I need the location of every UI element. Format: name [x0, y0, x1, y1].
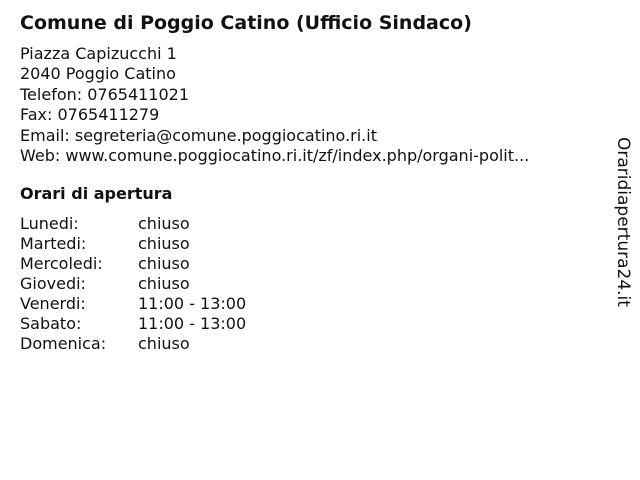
day-label: Giovedi:: [20, 274, 86, 293]
hours-value: 11:00 - 13:00: [138, 294, 247, 313]
opening-hours-table: [20, 214, 246, 354]
city-line: 2040 Poggio Catino: [20, 64, 176, 84]
phone-line: Telefon: 0765411021: [20, 84, 190, 104]
hours-value: 11:00 - 13:00: [138, 314, 247, 333]
hours-row-monday: [20, 214, 246, 234]
hours-value: chiuso: [138, 254, 190, 273]
hours-row-friday: [20, 294, 246, 314]
day-label: Venerdi:: [20, 294, 86, 313]
office-title: Comune di Poggio Catino (Ufficio Sindaco): [20, 12, 472, 34]
hours-row-wednesday: [20, 254, 246, 274]
hours-row-sunday: [20, 334, 246, 354]
day-label: Domenica:: [20, 334, 107, 353]
day-label: Mercoledi:: [20, 254, 103, 273]
hours-value: chiuso: [138, 234, 190, 253]
address-block: [20, 44, 529, 166]
day-label: Lunedi:: [20, 214, 79, 233]
hours-value: chiuso: [138, 214, 190, 233]
day-label: Sabato:: [20, 314, 82, 333]
street-address: Piazza Capizucchi 1: [20, 44, 177, 63]
web-line: Web: www.comune.poggiocatino.ri.it/zf/index.php/organi-polit...: [20, 145, 530, 165]
hours-row-thursday: [20, 274, 246, 294]
fax-line: Fax: 0765411279: [20, 105, 160, 125]
day-label: Martedi:: [20, 234, 87, 253]
hours-value: chiuso: [138, 274, 190, 293]
hours-row-tuesday: [20, 234, 246, 254]
opening-hours-heading: Orari di apertura: [20, 184, 173, 203]
hours-value: chiuso: [138, 334, 190, 353]
email-line: Email: segreteria@comune.poggiocatino.ri.it: [20, 125, 377, 145]
hours-row-saturday: [20, 314, 246, 334]
site-watermark: Oraridiapertura24.it: [613, 137, 633, 307]
